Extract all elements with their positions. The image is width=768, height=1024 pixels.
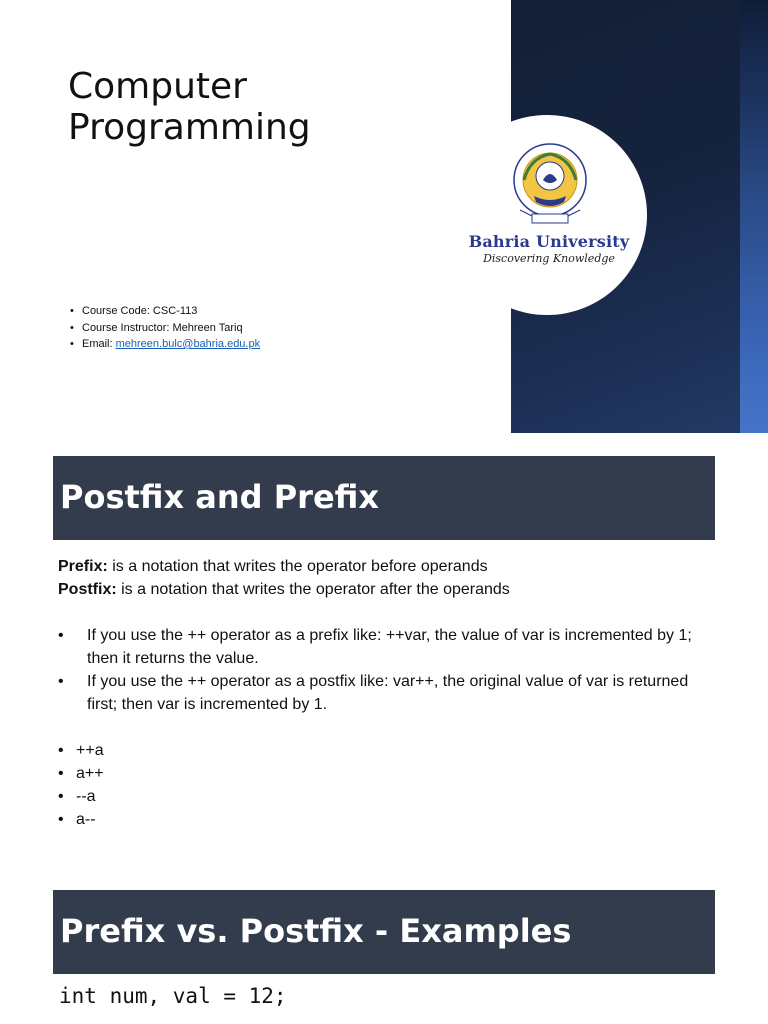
email-item (70, 336, 260, 353)
slide-header-bar (53, 890, 715, 974)
course-info-list (70, 303, 260, 353)
course-instructor-item (70, 320, 260, 337)
operator-list (58, 739, 104, 831)
definitions (58, 555, 718, 601)
postfix-text: is a notation that writes the operator after the operands (116, 581, 510, 598)
list-item: • If you use the ++ operator as a postfix like: var++, the original value of var is returned first; then var is incremented by 1. (58, 670, 718, 716)
examples-slide (0, 890, 768, 1024)
accent-bar (740, 0, 768, 433)
list-item: • a++ (58, 762, 104, 785)
prefix-term: Prefix: (58, 558, 108, 575)
email-link[interactable]: mehreen.bulc@bahria.edu.pk (115, 338, 261, 350)
prefix-text: is a notation that writes the operator before operands (107, 558, 488, 575)
course-instructor-text: Course Instructor: Mehreen Tariq (82, 321, 243, 334)
slide-title: Computer Programming (68, 66, 311, 148)
code-line: int num, val = 12; (59, 984, 287, 1008)
postfix-prefix-slide (0, 437, 768, 884)
slide-heading: Postfix and Prefix (60, 478, 379, 516)
course-code-item (70, 303, 260, 320)
postfix-term: Postfix: (58, 581, 117, 598)
list-item: • --a (58, 785, 104, 808)
course-code-text: Course Code: CSC-113 (82, 305, 198, 317)
university-name: Bahria University (468, 232, 630, 251)
university-tagline: Discovering Knowledge (483, 252, 615, 265)
postfix-definition (58, 578, 718, 601)
list-item: • a-- (58, 808, 104, 831)
list-item: • If you use the ++ operator as a prefix like: ++var, the value of var is incremented by 1; then it returns the value. (58, 624, 718, 670)
slide-heading: Prefix vs. Postfix - Examples (60, 912, 572, 950)
list-item: • ++a (58, 739, 104, 762)
university-seal-icon (510, 140, 590, 230)
email-label: Email: (82, 338, 116, 350)
title-slide (0, 0, 768, 433)
prefix-definition (58, 555, 718, 578)
explanation-list (58, 624, 718, 716)
slide-header-bar (53, 456, 715, 540)
